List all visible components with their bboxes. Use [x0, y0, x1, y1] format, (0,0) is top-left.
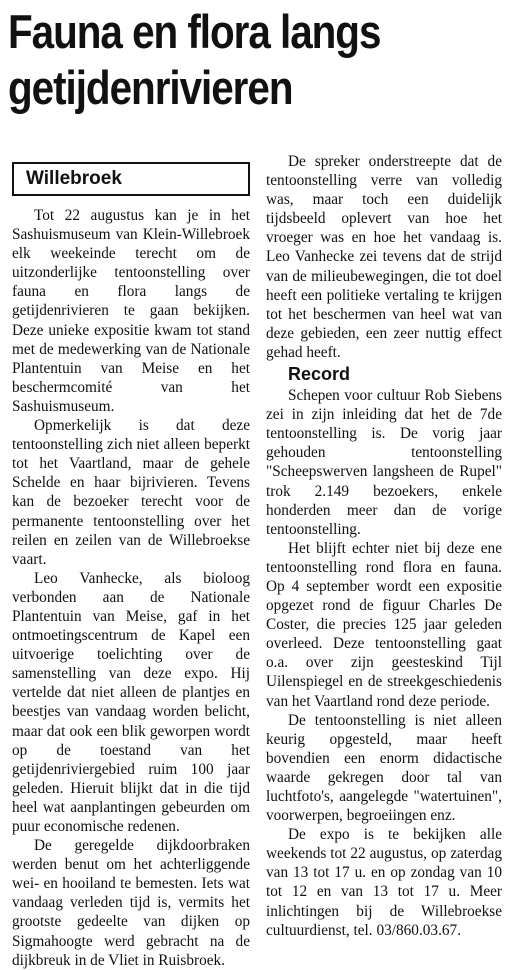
paragraph: De geregelde dijkdoorbraken werden benut om het achterliggende wei- en hooiland te bemesten. Iets wat vandaag verleden tijd is, vermits het grootste gedeelte van dijken op Sigmahoogte werd gebracht na de dijkbreuk in de Vliet in Ruisbroek.	[12, 837, 250, 969]
paragraph: De expo is te bekijken alle weekends tot 22 augustus, op zaterdag van 13 tot 17 u. en op zondag van 10 tot 12 en van 13 tot 17 u. Meer inlichtingen bij de Willebroekse cultuurdienst, tel. 03/860.03.67.	[266, 826, 502, 939]
headline-line-1: Fauna en flora langs	[8, 5, 381, 58]
paragraph: Opmerkelijk is dat deze tentoonstelling zich niet alleen beperkt tot het Vaartland, maar de gehele Schelde en haar bijrivieren. Tevens kan de bezoeker terecht voor de permanente tentoonstelling over het reilen en zeilen van de Willebroekse vaart.	[12, 417, 250, 568]
paragraph: Schepen voor cultuur Rob Siebens zei in zijn inleiding dat het de 7de tentoonstelling is. De vorig jaar gehouden tentoonstelling "Scheepswerven langsheen de Rupel" trok 2.149 bezoekers, enkele honderden meer dan de vorige tentoonstelling.	[266, 387, 502, 538]
headline-line-2: getijdenrivieren	[8, 61, 293, 114]
right-column	[266, 152, 502, 940]
paragraph: Het blijft echter niet bij deze ene tentoonstelling rond flora en fauna. Op 4 september wordt een expositie opgezet rond de figuur Charles De Coster, die precies 125 jaar geleden overleed. Deze tentoonstelling gaat o.a. over zijn geesteskind Tijl Uilenspiegel en de streekgeschiedenis van het Vaartland rond deze periode.	[266, 539, 502, 710]
paragraph: De tentoonstelling is niet alleen keurig opgesteld, maar heeft bovendien een enorm didactische waarde gekregen door tal van luchtfoto's, aangelegde "watertuinen", voorwerpen, begroeiingen enz.	[266, 711, 502, 825]
dateline: Willebroek	[26, 168, 122, 189]
headline	[8, 4, 435, 116]
paragraph: Tot 22 augustus kan je in het Sashuismuseum van Klein-Willebroek elk weekeinde terecht om de uitzonderlijke tentoonstelling over fauna en flora langs de getijdenrivieren te gaan bekijken. Deze unieke expositie kwam tot stand met de medewerking van de Nationale Plantentuin van Meise en het beschermcomité van het Sashuismuseum.	[12, 207, 250, 415]
dateline-box	[12, 162, 250, 196]
paragraph: De spreker onderstreepte dat de tentoonstelling verre van volledig was, maar toch een duidelijk tijdsbeeld oplevert van hoe het vroeger was en hoe het vandaag is. Leo Vanhecke zei tevens dat de strijd van de milieubewegingen, die tot doel heeft een politieke vertaling te krijgen tot het beschermen van heel wat van deze gebieden, een zeer nuttig effect gehad heeft.	[266, 153, 502, 361]
subhead: Record	[288, 364, 351, 385]
paragraph: Leo Vanhecke, als bioloog verbonden aan de Nationale Plantentuin van Meise, gaf in het ontmoetingscentrum de Kapel een uitvoerige toelichting over de samenstelling van deze expo. Hij vertelde dat niet alleen de plantjes en beestjes van vandaag worden belicht, maar dat ook een blik geworpen wordt op de toestand van het getijdenriviergebied ruim 100 jaar geleden. Hieruit blijkt dat in die tijd heel wat aanplantingen gebeurden om puur economische redenen.	[12, 569, 250, 835]
left-column	[12, 206, 250, 970]
